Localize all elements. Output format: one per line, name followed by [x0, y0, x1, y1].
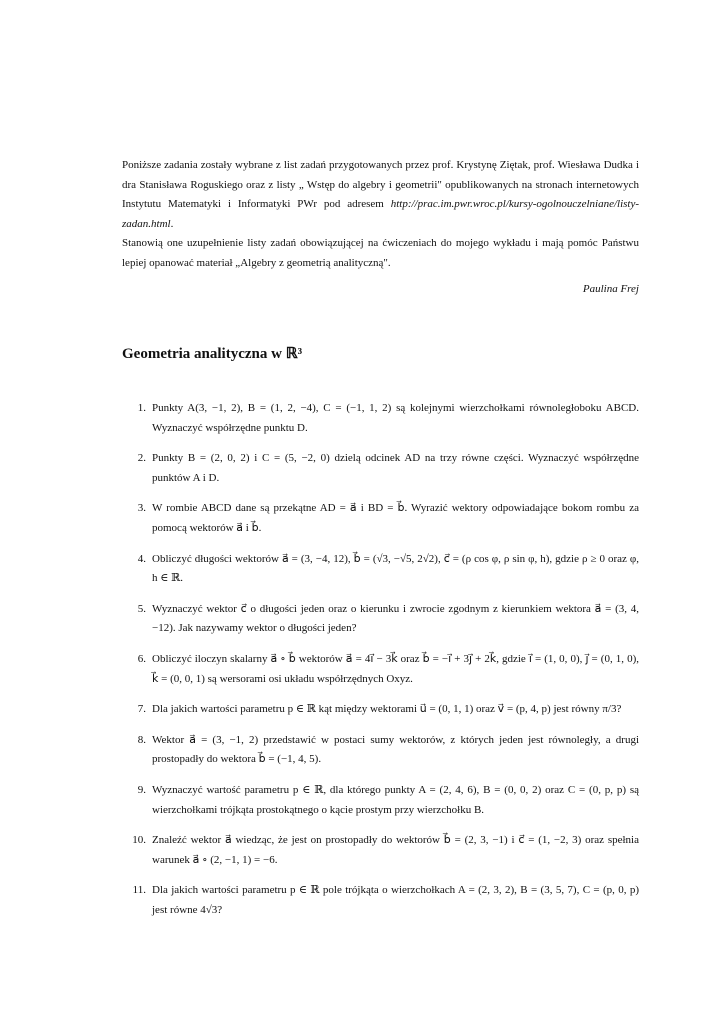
source-url: http://prac.im.pwr.wroc.pl/kursy-ogolnouczelniane/listy-zadan.html — [122, 198, 640, 230]
task-text: Obliczyć iloczyn skalarny a⃗ ∘ b⃗ wektorów a⃗ = 4i⃗ − 3k⃗ oraz b⃗ = −i⃗ + 3j⃗ + 2k⃗, gdzie i⃗ = (1, 0, 0), j⃗ = (0, 1, 0), k⃗ = (0, 0, 1) są wersorami osi układu współrzędnych Oxyz. — [152, 652, 639, 685]
intro-block — [122, 156, 639, 274]
task-item — [122, 731, 639, 770]
task-item — [122, 550, 639, 589]
url-suffix: . — [170, 217, 174, 230]
task-number: 10. — [132, 834, 146, 847]
task-number: 3. — [137, 502, 146, 515]
intro-paragraph-2: Stanowią one uzupełnienie listy zadań obowiązującej na ćwiczeniach do mojego wykładu i mają pomóc Państwu lepiej opanować materiał „Algebry z geometrią analityczną". — [122, 237, 639, 269]
task-item — [122, 449, 639, 488]
task-text: Dla jakich wartości parametru p ∈ ℝ pole trójkąta o wierzchołkach A = (2, 3, 2), B = (3, 5, 7), C = (p, 0, p) jest równe 4√3? — [152, 884, 639, 916]
task-text: W rombie ABCD dane są przekątne AD = a⃗ i BD = b⃗. Wyrazić wektory odpowiadające bokom rombu za pomocą wektorów a⃗ i b⃗. — [152, 502, 639, 534]
task-text: Znaleźć wektor a⃗ wiedząc, że jest on prostopadły do wektorów b⃗ = (2, 3, −1) i c⃗ = (1, −2, 3) oraz spełnia warunek a⃗ ∘ (2, −1, 1) = −6. — [152, 834, 639, 866]
task-item — [122, 650, 639, 689]
task-number: 8. — [137, 733, 146, 746]
task-number: 11. — [132, 884, 146, 897]
task-item — [122, 831, 639, 870]
intro-text: Poniższe zadania zostały wybrane z list zadań przygotowanych przez prof. Krystynę Ziętak, prof. Wiesława Dudka i dra Stanisława Roguskiego oraz z listy „ Wstęp do algebry i geometrii" opublikowanych na stronach internetowych Instytutu Matematyki i Informatyki PWr pod adresem — [122, 159, 639, 211]
author-signature: Paulina Frej — [582, 283, 639, 295]
task-item — [122, 499, 639, 538]
task-number: 2. — [137, 452, 146, 465]
section-title: Geometria analityczna w ℝ³ — [122, 346, 303, 362]
intro-paragraph — [122, 156, 639, 234]
task-number: 7. — [137, 703, 146, 716]
task-number: 1. — [137, 402, 146, 414]
task-text: Punkty B = (2, 0, 2) i C = (5, −2, 0) dzielą odcinek AD na trzy równe części. Wyznaczyć współrzędne punktów A i D. — [152, 452, 639, 484]
task-number: 5. — [137, 602, 146, 615]
task-item — [122, 600, 639, 639]
task-number: 9. — [137, 783, 146, 796]
task-text: Obliczyć długości wektorów a⃗ = (3, −4, 12), b⃗ = (√3, −√5, 2√2), c⃗ = (ρ cos φ, ρ sin φ, h), gdzie ρ ≥ 0 oraz φ, h ∈ ℝ. — [152, 552, 639, 585]
task-text: Wyznaczyć wektor c⃗ o długości jeden oraz o kierunku i zwrocie zgodnym z kierunkiem wektora a⃗ = (3, 4, −12). Jak nazywamy wektor o długości jeden? — [152, 602, 639, 635]
task-text: Punkty A(3, −1, 2), B = (1, 2, −4), C = (−1, 1, 2) są kolejnymi wierzchołkami równoległoboku ABCD. Wyznaczyć współrzędne punktu D. — [152, 402, 639, 434]
task-item — [122, 700, 639, 720]
task-item — [122, 399, 639, 438]
task-number: 4. — [137, 552, 146, 565]
task-list — [122, 399, 639, 920]
task-text: Wektor a⃗ = (3, −1, 2) przedstawić w postaci sumy wektorów, z których jeden jest równoległy, a drugi prostopadły do wektora b⃗ = (−1, 4, 5). — [152, 733, 639, 766]
task-number: 6. — [137, 652, 146, 665]
task-item — [122, 781, 639, 820]
task-item — [122, 881, 639, 920]
task-text: Wyznaczyć wartość parametru p ∈ ℝ, dla którego punkty A = (2, 4, 6), B = (0, 0, 2) oraz C = (0, p, p) są wierzchołkami trójkąta prostokątnego o kącie prostym przy wierzchołku B. — [152, 783, 639, 816]
task-text: Dla jakich wartości parametru p ∈ ℝ kąt między wektorami u⃗ = (0, 1, 1) oraz v⃗ = (p, 4, p) jest równy π/3? — [152, 703, 622, 716]
